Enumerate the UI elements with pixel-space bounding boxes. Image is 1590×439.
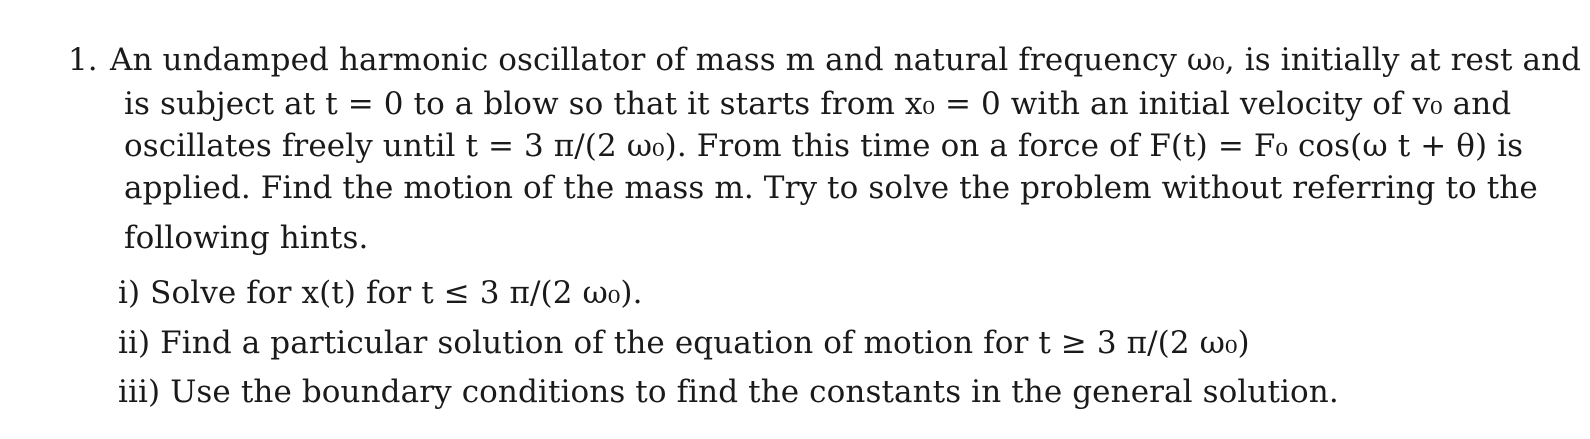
hint-i: i) Solve for x(t) for t ≤ 3 π/(2 ω₀). (118, 275, 643, 311)
hint-iii: iii) Use the boundary conditions to find the constants in the general solution. (118, 374, 1339, 410)
problem-text-line-2: is subject at t = 0 to a blow so that it starts from x₀ = 0 with an initial velocity of v₀ and (124, 86, 1512, 122)
hint-ii: ii) Find a particular solution of the equation of motion for t ≥ 3 π/(2 ω₀) (118, 325, 1250, 361)
problem-text-line-4: applied. Find the motion of the mass m. Try to solve the problem without referring to the (124, 170, 1538, 206)
problem-text-line-5: following hints. (124, 220, 369, 256)
problem-number: 1. (68, 42, 98, 78)
problem-text-line-3: oscillates freely until t = 3 π/(2 ω₀). From this time on a force of F(t) = F₀ cos(ω t + θ) is (124, 128, 1524, 164)
problem-text-line-1: An undamped harmonic oscillator of mass m and natural frequency ω₀, is initially at rest and (110, 42, 1582, 78)
